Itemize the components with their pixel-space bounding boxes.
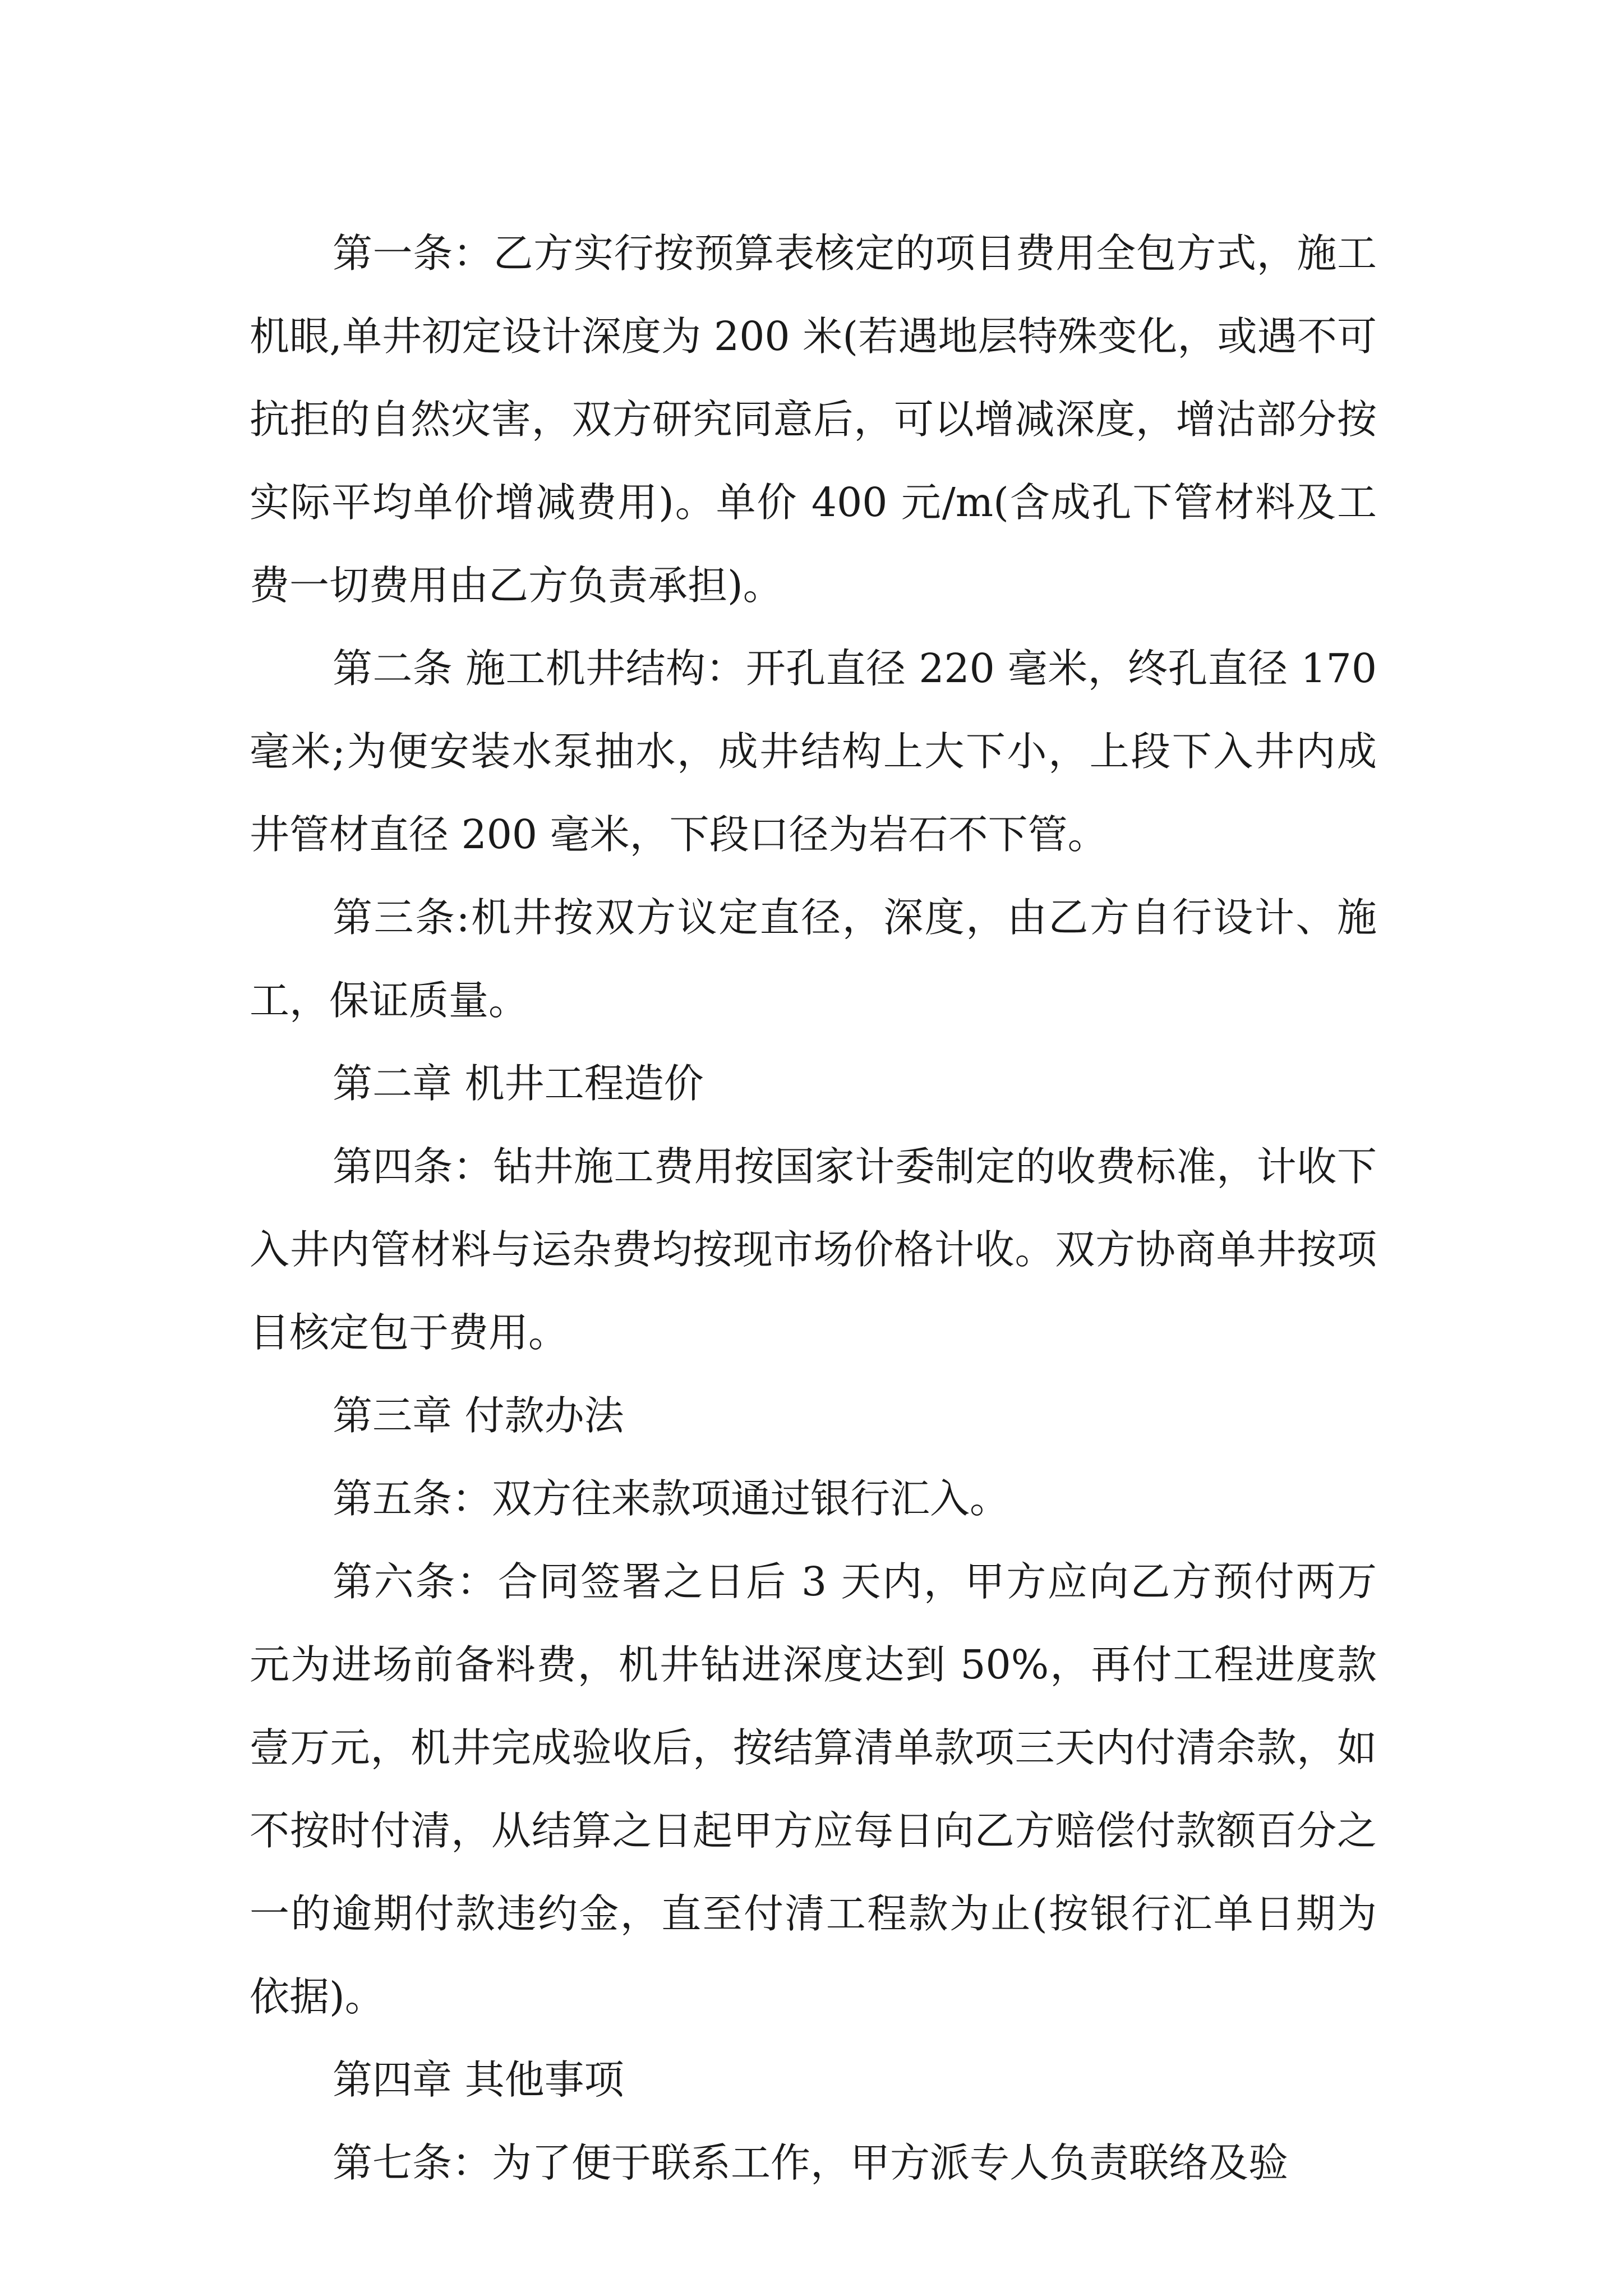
document-body: [250, 212, 1377, 2205]
article-3-paragraph: 第三条:机井按双方议定直径，深度，由乙方自行设计、施工，保证质量。: [250, 894, 1377, 1024]
article-1-paragraph: 第一条：乙方实行按预算表核定的项目费用全包方式，施工机眼,单井初定设计深度为 200 米(若遇地层特殊变化，或遇不可抗拒的自然灾害，双方研究同意后，可以增减深度，增沽部分按实际平均单价增减费用)。单价 400 元/m(含成孔下管材料及工费一切费用由乙方负责承担)。: [250, 230, 1377, 609]
article-7-paragraph: 第七条：为了便于联系工作，甲方派专人负责联络及验: [333, 2139, 1289, 2186]
chapter-2-heading: 第二章 机井工程造价: [333, 1060, 704, 1107]
chapter-3-heading: 第三章 付款办法: [333, 1392, 624, 1439]
article-4-paragraph: 第四条：钻井施工费用按国家计委制定的收费标准，计收下入井内管材料与运杂费均按现市场价格计收。双方协商单井按项目核定包于费用。: [250, 1143, 1377, 1356]
chapter-4-heading: 第四章 其他事项: [333, 2056, 624, 2103]
article-6-paragraph: 第六条：合同签署之日后 3 天内，甲方应向乙方预付两万元为进场前备料费，机井钻进深度达到 50%，再付工程进度款壹万元，机井完成验收后，按结算清单款项三天内付清余款，如不按时付清，从结算之日起甲方应每日向乙方赔偿付款额百分之一的逾期付款违约金，直至付清工程款为止(按银行汇单日期为依据)。: [250, 1558, 1377, 2020]
article-5-paragraph: 第五条：双方往来款项通过银行汇入。: [333, 1475, 1010, 1522]
article-2-paragraph: 第二条 施工机井结构：开孔直径 220 毫米，终孔直径 170 毫米;为便安装水泵抽水，成井结构上大下小，上段下入井内成井管材直径 200 毫米，下段口径为岩石不下管。: [250, 645, 1377, 858]
